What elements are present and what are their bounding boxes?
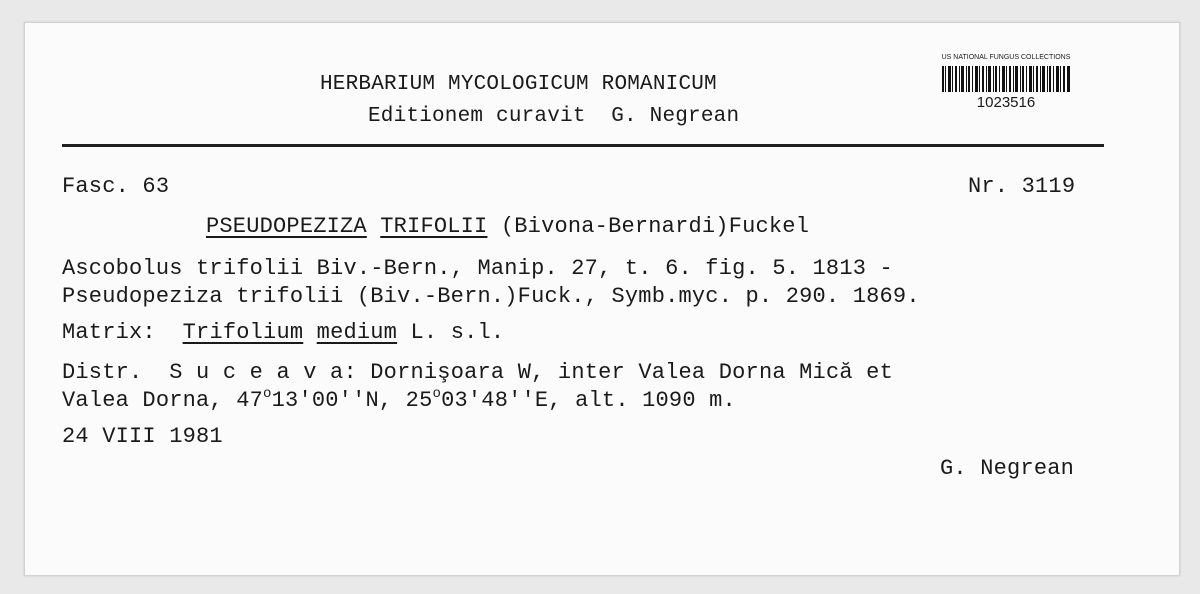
synonym-line-2: Pseudopeziza trifolii (Biv.-Bern.)Fuck., Symb.myc. p. 290. 1869. xyxy=(62,284,920,309)
barcode-number: 1023516 xyxy=(976,94,1036,111)
barcode-icon xyxy=(942,66,1070,92)
degree-mark-1: o xyxy=(263,386,272,402)
species-epithet: TRIFOLII xyxy=(380,214,488,239)
barcode-label xyxy=(936,54,1076,116)
distribution-county: S u c e a v a: xyxy=(169,360,357,385)
host-genus: Trifolium xyxy=(182,320,304,345)
degree-mark-2: o xyxy=(432,386,442,402)
collection-date: 24 VIII 1981 xyxy=(62,424,223,449)
host-authority: L. s.l. xyxy=(410,320,505,345)
herbarium-title: HERBARIUM MYCOLOGICUM ROMANICUM xyxy=(320,73,717,96)
barcode-institution: US NATIONAL FUNGUS COLLECTIONS xyxy=(941,54,1071,61)
distribution-line-1 xyxy=(62,362,893,384)
host-species: medium xyxy=(316,320,398,345)
species-name xyxy=(206,216,809,238)
distribution-label: Distr. xyxy=(62,360,143,385)
collector-name: G. Negrean xyxy=(940,456,1075,481)
header-divider xyxy=(62,144,1104,147)
fascicle-number: Fasc. 63 xyxy=(62,174,170,199)
locality-text-c: 03'48''E, alt. 1090 m. xyxy=(441,388,736,413)
locality-text-b: 13'00''N, 25 xyxy=(271,388,433,413)
distribution-locality: Dornişoara W, inter Valea Dorna Mică et xyxy=(370,360,893,385)
matrix-line xyxy=(62,322,504,344)
matrix-label: Matrix: xyxy=(62,320,156,345)
editor-line: Editionem curavit G. Negrean xyxy=(368,105,740,128)
exsiccata-number: Nr. 3119 xyxy=(968,174,1076,199)
locality-text-a: Valea Dorna, 47 xyxy=(62,388,264,413)
species-authority: (Bivona-Bernardi)Fuckel xyxy=(500,214,810,239)
synonym-line-1: Ascobolus trifolii Biv.-Bern., Manip. 27, t. 6. fig. 5. 1813 - xyxy=(62,256,893,281)
species-genus: PSEUDOPEZIZA xyxy=(206,214,367,239)
distribution-line-2 xyxy=(62,386,736,413)
